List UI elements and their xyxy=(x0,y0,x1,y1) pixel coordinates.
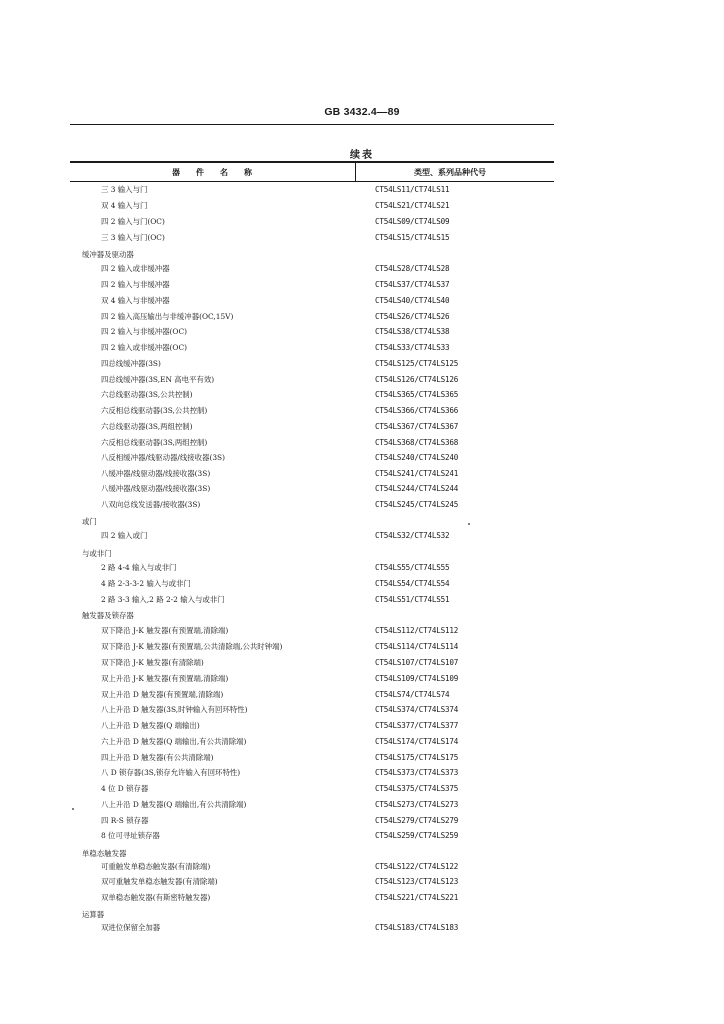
scan-speck xyxy=(72,808,74,810)
device-code: CT54LS374/CT74LS374 xyxy=(375,705,459,714)
table-row xyxy=(0,624,724,638)
device-name: 四 2 输入与门(OC) xyxy=(101,217,165,226)
device-name: 六上升沿 D 触发器(Q 端输出,有公共清除端) xyxy=(101,737,247,746)
table-section-row xyxy=(0,515,724,529)
device-name: 八双向总线发送器/接收器(3S) xyxy=(101,500,201,509)
device-name: 四 2 输入与非缓冲器 xyxy=(101,280,170,289)
device-code: CT54LS122/CT74LS122 xyxy=(375,862,459,871)
device-name: 缓冲器及驱动器 xyxy=(82,250,134,259)
table-row xyxy=(0,719,724,733)
device-code: CT54LS51/CT74LS51 xyxy=(375,595,450,604)
table-section-row xyxy=(0,609,724,623)
table-row xyxy=(0,814,724,828)
device-code: CT54LS244/CT74LS244 xyxy=(375,484,459,493)
device-code: CT54LS367/CT74LS367 xyxy=(375,422,459,431)
device-code: CT54LS28/CT74LS28 xyxy=(375,264,450,273)
device-name: 六反相总线驱动器(3S,两组控制) xyxy=(101,438,208,447)
device-code: CT54LS107/CT74LS107 xyxy=(375,658,459,667)
device-code: CT54LS26/CT74LS26 xyxy=(375,312,450,321)
device-code: CT54LS11/CT74LS11 xyxy=(375,185,450,194)
table-row xyxy=(0,262,724,276)
device-name: 双上升沿 D 触发器(有预置端,清除端) xyxy=(101,690,224,699)
device-name: 或门 xyxy=(82,517,97,526)
scan-speck xyxy=(468,523,470,525)
table-row xyxy=(0,891,724,905)
device-name: 八上升沿 D 触发器(Q 端输出) xyxy=(101,721,200,730)
device-name: 四 R-S 锁存器 xyxy=(101,816,149,825)
column-header-code: 类型、系列品种代号 xyxy=(414,167,486,177)
device-name: 双 4 输入与非缓冲器 xyxy=(101,296,170,305)
table-section-row xyxy=(0,248,724,262)
table-row xyxy=(0,373,724,387)
device-code: CT54LS373/CT74LS373 xyxy=(375,768,459,777)
table-section-row xyxy=(0,847,724,861)
device-code: CT54LS37/CT74LS37 xyxy=(375,280,450,289)
table-row xyxy=(0,215,724,229)
table-row xyxy=(0,357,724,371)
device-name: 4 位 D 锁存器 xyxy=(101,784,149,793)
table-row xyxy=(0,388,724,402)
device-code: CT54LS221/CT74LS221 xyxy=(375,893,459,902)
device-name: 三 3 输入与门 xyxy=(101,185,148,194)
device-name: 双下降沿 J-K 触发器(有预置端,公共清除端,公共时钟端) xyxy=(101,642,283,651)
table-row xyxy=(0,921,724,935)
device-code: CT54LS15/CT74LS15 xyxy=(375,233,450,242)
table-title: 续表 xyxy=(350,150,374,161)
device-name: 双单稳态触发器(有斯密特触发器) xyxy=(101,893,211,902)
device-name: 四总线缓冲器(3S,EN 高电平有效) xyxy=(101,375,215,384)
device-name: 2 路 4-4 输入与或非门 xyxy=(101,563,177,572)
device-name: 六反相总线驱动器(3S,公共控制) xyxy=(101,406,208,415)
table-row xyxy=(0,529,724,543)
device-code: CT54LS09/CT74LS09 xyxy=(375,217,450,226)
device-name: 2 路 3-3 输入,2 路 2-2 输入与或非门 xyxy=(101,595,225,604)
device-name: 八 D 锁存器(3S,锁存允许输入有回环特性) xyxy=(101,768,241,777)
device-code: CT54LS74/CT74LS74 xyxy=(375,690,450,699)
table-row xyxy=(0,766,724,780)
device-code: CT54LS375/CT74LS375 xyxy=(375,784,459,793)
table-row xyxy=(0,310,724,324)
device-name: 四上升沿 D 触发器(有公共清除端) xyxy=(101,753,214,762)
device-code: CT54LS365/CT74LS365 xyxy=(375,390,459,399)
device-code: CT54LS279/CT74LS279 xyxy=(375,816,459,825)
table-section-row xyxy=(0,547,724,561)
table-row xyxy=(0,183,724,197)
device-code: CT54LS21/CT74LS21 xyxy=(375,201,450,210)
column-header-name: 器 件 名 称 xyxy=(172,167,252,177)
table-row xyxy=(0,798,724,812)
device-code: CT54LS55/CT74LS55 xyxy=(375,563,450,572)
device-code: CT54LS174/CT74LS174 xyxy=(375,737,459,746)
device-name: 八上升沿 D 触发器(3S,时钟输入有回环特性) xyxy=(101,705,248,714)
device-code: CT54LS241/CT74LS241 xyxy=(375,469,459,478)
device-code: CT54LS126/CT74LS126 xyxy=(375,375,459,384)
table-row xyxy=(0,325,724,339)
device-code: CT54LS183/CT74LS183 xyxy=(375,923,459,932)
table-row xyxy=(0,875,724,889)
device-name: 8 位可寻址锁存器 xyxy=(101,831,160,840)
table-row xyxy=(0,498,724,512)
device-code: CT54LS109/CT74LS109 xyxy=(375,674,459,683)
table-row xyxy=(0,467,724,481)
device-name: 双下降沿 J-K 触发器(有清除端) xyxy=(101,658,204,667)
table-row xyxy=(0,688,724,702)
device-code: CT54LS240/CT74LS240 xyxy=(375,453,459,462)
table-row xyxy=(0,451,724,465)
device-code: CT54LS273/CT74LS273 xyxy=(375,800,459,809)
table-row xyxy=(0,436,724,450)
device-code: CT54LS175/CT74LS175 xyxy=(375,753,459,762)
table-row xyxy=(0,199,724,213)
device-name: 双上升沿 J-K 触发器(有预置端,清除端) xyxy=(101,674,229,683)
table-top-rule xyxy=(70,161,554,163)
table-row xyxy=(0,561,724,575)
device-code: CT54LS32/CT74LS32 xyxy=(375,531,450,540)
table-row xyxy=(0,420,724,434)
table-row xyxy=(0,703,724,717)
device-name: 八反相缓冲器/线驱动器/线接收器(3S) xyxy=(101,453,225,462)
device-name: 四 2 输入或非缓冲器 xyxy=(101,264,170,273)
table-row xyxy=(0,640,724,654)
table-row xyxy=(0,294,724,308)
table-row xyxy=(0,593,724,607)
device-code: CT54LS368/CT74LS368 xyxy=(375,438,459,447)
device-name: 双进位保留全加器 xyxy=(101,923,161,932)
table-row xyxy=(0,482,724,496)
device-code: CT54LS123/CT74LS123 xyxy=(375,877,459,886)
table-row xyxy=(0,782,724,796)
device-name: 双下降沿 J-K 触发器(有预置端,清除端) xyxy=(101,626,229,635)
device-name: 单稳态触发器 xyxy=(82,849,127,858)
device-name: 六总线驱动器(3S,两组控制) xyxy=(101,422,193,431)
device-code: CT54LS40/CT74LS40 xyxy=(375,296,450,305)
device-code: CT54LS259/CT74LS259 xyxy=(375,831,459,840)
device-code: CT54LS245/CT74LS245 xyxy=(375,500,459,509)
device-name: 四 2 输入或门 xyxy=(101,531,148,540)
device-name: 触发器及锁存器 xyxy=(82,611,134,620)
header-rule xyxy=(70,124,554,125)
device-name: 四 2 输入或非缓冲器(OC) xyxy=(101,343,188,352)
device-name: 双可重触发单稳态触发器(有清除端) xyxy=(101,877,218,886)
device-name: 三 3 输入与门(OC) xyxy=(101,233,165,242)
table-row xyxy=(0,860,724,874)
table-row xyxy=(0,577,724,591)
table-row xyxy=(0,672,724,686)
device-name: 八上升沿 D 触发器(Q 端输出,有公共清除端) xyxy=(101,800,247,809)
device-code: CT54LS33/CT74LS33 xyxy=(375,343,450,352)
device-name: 四总线缓冲器(3S) xyxy=(101,359,161,368)
page-header: GB 3432.4—89 xyxy=(324,106,400,118)
device-code: CT54LS112/CT74LS112 xyxy=(375,626,459,635)
device-name: 可重触发单稳态触发器(有清除端) xyxy=(101,862,211,871)
device-name: 四 2 输入与非缓冲器(OC) xyxy=(101,327,188,336)
table-row xyxy=(0,751,724,765)
table-row xyxy=(0,231,724,245)
device-name: 八缓冲器/线驱动器/线接收器(3S) xyxy=(101,484,211,493)
device-code: CT54LS377/CT74LS377 xyxy=(375,721,459,730)
device-name: 与或非门 xyxy=(82,549,112,558)
device-name: 八缓冲器/线驱动器/线接收器(3S) xyxy=(101,469,211,478)
device-code: CT54LS114/CT74LS114 xyxy=(375,642,459,651)
table-row xyxy=(0,404,724,418)
device-code: CT54LS366/CT74LS366 xyxy=(375,406,459,415)
table-row xyxy=(0,278,724,292)
table-section-row xyxy=(0,908,724,922)
device-name: 双 4 输入与门 xyxy=(101,201,148,210)
table-row xyxy=(0,656,724,670)
device-name: 六总线驱动器(3S,公共控制) xyxy=(101,390,193,399)
table-row xyxy=(0,829,724,843)
device-name: 4 路 2-3-3-2 输入与或非门 xyxy=(101,579,191,588)
column-divider xyxy=(355,161,356,181)
device-name: 四 2 输入高压输出与非缓冲器(OC,15V) xyxy=(101,312,234,321)
table-header-rule xyxy=(70,181,554,182)
table-row xyxy=(0,735,724,749)
device-name: 运算器 xyxy=(82,910,105,919)
table-row xyxy=(0,341,724,355)
device-code: CT54LS125/CT74LS125 xyxy=(375,359,459,368)
device-code: CT54LS38/CT74LS38 xyxy=(375,327,450,336)
device-code: CT54LS54/CT74LS54 xyxy=(375,579,450,588)
